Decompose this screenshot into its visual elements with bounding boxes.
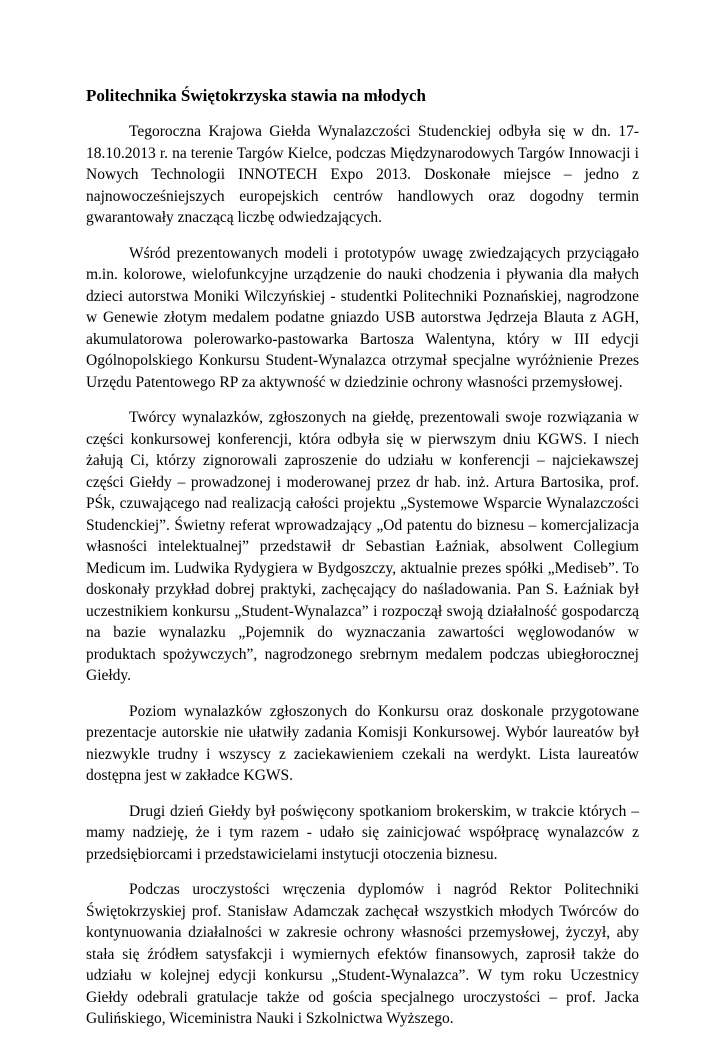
paragraph-3: Twórcy wynalazków, zgłoszonych na giełdę, prezentowali swoje rozwiązania w części konkursowej konferencji, która odbyła się w pierwszym dniu KGWS. I niech żałują Ci, którzy zignorowali zaproszenie do udziału w konferencji – najciekawszej części Giełdy – prowadzonej i moderowanej przez dr hab. inż. Artura Bartosika, prof. PŚk, czuwającego nad realizacją całości projektu „Systemowe Wsparcie Wynalazczości Studenckiej”. Świetny referat wprowadzający „Od patentu do biznesu – komercjalizacja własności intelektualnej” przedstawił dr Sebastian Łaźniak, absolwent Collegium Medicum im. Ludwika Rydygiera w Bydgoszczy, aktualnie prezes spółki „Mediseb”. To doskonały przykład dobrej praktyki, zachęcający do naśladowania. Pan S. Łaźniak był uczestnikiem konkursu „Student-Wynalazca” i rozpoczął swoją działalność gospodarczą na bazie wynalazku „Pojemnik do wyznaczania zawartości węglowodanów w produktach spożywczych”, nagrodzonego srebrnym medalem podczas ubiegłorocznej Giełdy. <box>86 409 639 684</box>
document-page <box>86 85 639 1044</box>
paragraph-6: Podczas uroczystości wręczenia dyplomów i nagród Rektor Politechniki Świętokrzyskiej prof. Stanisław Adamczak zachęcał wszystkich młodych Twórców do kontynuowania działalności w zakresie ochrony własności przemysłowej, życzył, aby stała się źródłem satysfakcji i wymiernych efektów finansowych, zaprosił także do udziału w kolejnej edycji konkursu „Student-Wynalazca”. W tym roku Uczestnicy Giełdy odebrali gratulacje także od gościa specjalnego uroczystości – prof. Jacka Gulińskiego, Wiceministra Nauki i Szkolnictwa Wyższego. <box>86 881 639 1027</box>
paragraph-5: Drugi dzień Giełdy był poświęcony spotkaniom brokerskim, w trakcie których – mamy nadzieję, że i tym razem - udało się zainicjować współpracę wynalazców z przedsiębiorcami i przedstawicielami instytucji otoczenia biznesu. <box>86 802 639 863</box>
paragraph-4: Poziom wynalazków zgłoszonych do Konkursu oraz doskonale przygotowane prezentacje autorskie nie ułatwiły zadania Komisji Konkursowej. Wybór laureatów był niezwykle trudny i wszyscy z zaciekawieniem czekali na werdykt. Lista laureatów dostępna jest w zakładce KGWS. <box>86 702 639 784</box>
article-title: Politechnika Świętokrzyska stawia na młodych <box>86 86 427 105</box>
paragraph-1: Tegoroczna Krajowa Giełda Wynalazczości Studenckiej odbyła się w dn. 17-18.10.2013 r. na terenie Targów Kielce, podczas Międzynarodowych Targów Innowacji i Nowych Technologii INNOTECH Expo 2013. Doskonałe miejsce – jedno z najnowocześniejszych europejskich centrów handlowych oraz dogodny termin gwarantowały znaczącą liczbę odwiedzających. <box>86 123 639 226</box>
paragraph-2: Wśród prezentowanych modeli i prototypów uwagę zwiedzających przyciągało m.in. kolorowe, wielofunkcyjne urządzenie do nauki chodzenia i pływania dla małych dzieci autorstwa Moniki Wilczyńskiej - studentki Politechniki Poznańskiej, nagrodzone w Genewie złotym medalem podatne gniazdo USB autorstwa Jędrzeja Blauta z AGH, akumulatorowa polerowarko-pastowarka Bartosza Walentyna, który w III edycji Ogólnopolskiego Konkursu Student-Wynalazca otrzymał specjalne wyróżnienie Prezes Urzędu Patentowego RP za aktywność w dziedzinie ochrony własności przemysłowej. <box>86 244 639 391</box>
